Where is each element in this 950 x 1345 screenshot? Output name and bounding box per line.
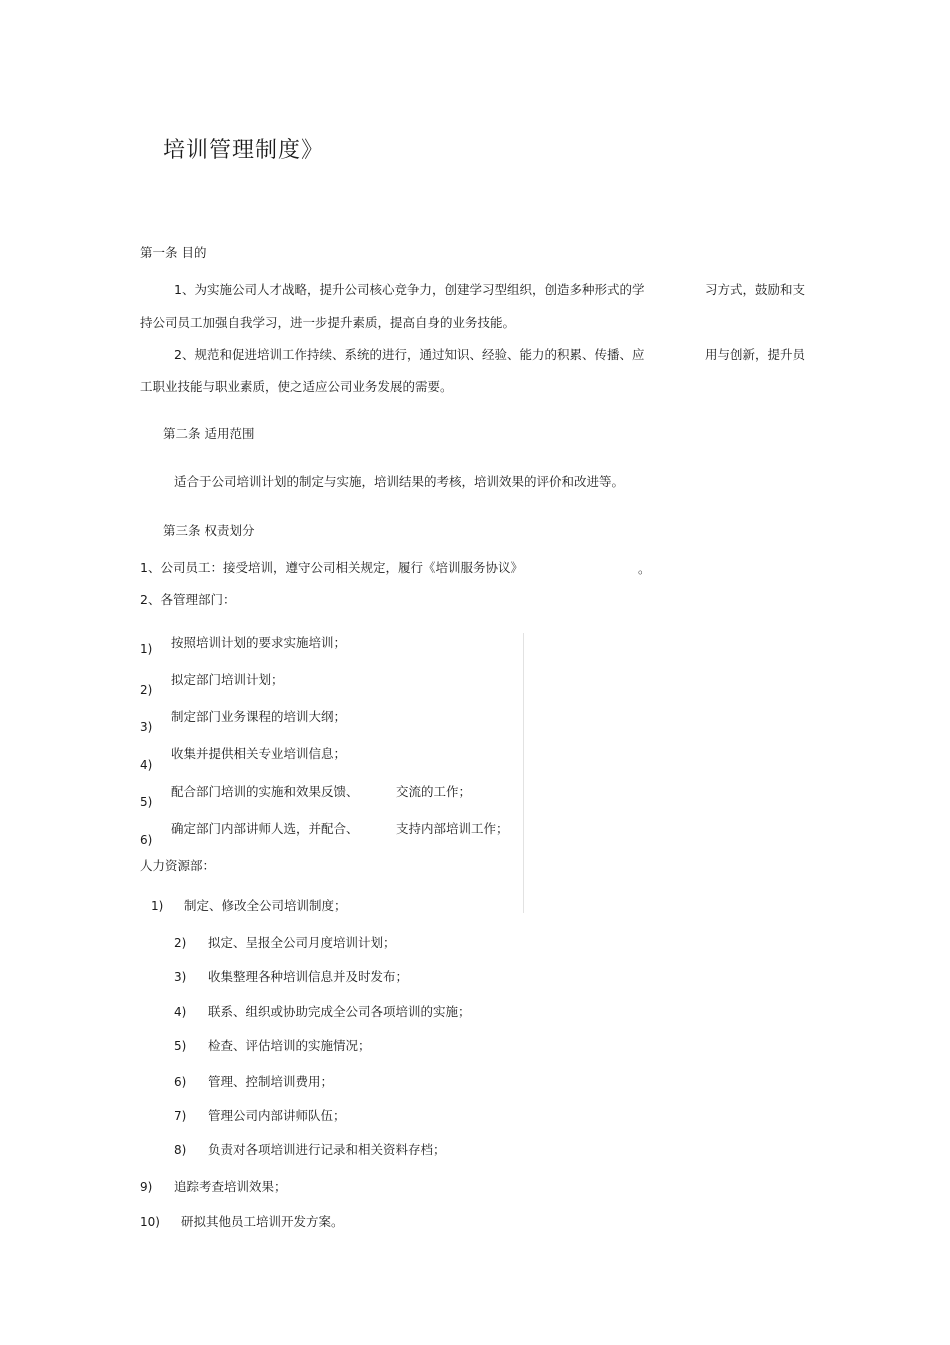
list-item-number: 1): [151, 899, 164, 913]
list-item-text: 联系、组织或协助完成全公司各项培训的实施；: [208, 1004, 471, 1019]
article2-p1: 适合于公司培训计划的制定与实施，培训结果的考核，培训效果的评价和改进等。: [174, 474, 625, 489]
list-item-number: 9): [140, 1180, 153, 1194]
hr-heading: 人力资源部：: [140, 858, 216, 873]
article1-p1-line2: 持公司员工加强自我学习，进一步提升素质，提高自身的业务技能。: [140, 315, 516, 330]
list-item-number: 6): [174, 1075, 187, 1089]
list-item-text: 研拟其他员工培训开发方案。: [181, 1214, 344, 1229]
article3-item1: 1、公司员工：接受培训，遵守公司相关规定，履行《培训服务协议》: [140, 560, 523, 575]
list-item-number: 4): [140, 758, 153, 772]
article1-p1-part1: 1、为实施公司人才战略，提升公司核心竞争力，创建学习型组织，创造多种形式的学: [174, 282, 645, 297]
list-item-number: 6): [140, 833, 153, 847]
list-item-number: 5): [140, 795, 153, 809]
list-item-text: 确定部门内部讲师人选，并配合、: [171, 821, 359, 836]
list-item-text: 收集整理各种培训信息并及时发布；: [208, 969, 409, 984]
list-item-number: 3): [140, 720, 153, 734]
article3-item2-heading: 2、各管理部门：: [140, 592, 236, 607]
list-item-number: 5): [174, 1039, 187, 1053]
list-item-number: 1): [140, 642, 153, 656]
list-item-text-continued: 交流的工作；: [396, 784, 472, 799]
list-item-text: 配合部门培训的实施和效果反馈、: [171, 784, 359, 799]
article2-heading: 第二条 适用范围: [163, 426, 255, 441]
article3-item1-end: 。: [638, 561, 651, 576]
list-item-number: 8): [174, 1143, 187, 1157]
list-item-number: 7): [174, 1109, 187, 1123]
article1-p2-part2: 用与创新，提升员: [705, 347, 806, 362]
column-divider: [523, 633, 524, 913]
list-item-number: 10): [140, 1215, 160, 1229]
list-item-text: 收集并提供相关专业培训信息；: [171, 746, 347, 761]
article1-p2-line2: 工职业技能与职业素质，使之适应公司业务发展的需要。: [140, 379, 453, 394]
list-item-text: 按照培训计划的要求实施培训；: [171, 635, 347, 650]
article1-p2-part1: 2、规范和促进培训工作持续、系统的进行，通过知识、经验、能力的积累、传播、应: [174, 347, 645, 362]
article1-heading: 第一条 目的: [140, 245, 207, 260]
list-item-number: 2): [140, 683, 153, 697]
list-item-text: 拟定部门培训计划；: [171, 672, 284, 687]
list-item-text: 管理公司内部讲师队伍；: [208, 1108, 346, 1123]
article1-p1-part2: 习方式，鼓励和支: [705, 282, 806, 297]
article3-heading: 第三条 权责划分: [163, 523, 255, 538]
list-item-text: 管理、控制培训费用；: [208, 1074, 334, 1089]
list-item-text: 制定、修改全公司培训制度；: [184, 898, 347, 913]
list-item-text: 检查、评估培训的实施情况；: [208, 1038, 371, 1053]
list-item-text: 负责对各项培训进行记录和相关资料存档；: [208, 1142, 446, 1157]
list-item-number: 2): [174, 936, 187, 950]
list-item-text: 追踪考查培训效果；: [174, 1179, 287, 1194]
document-title: 培训管理制度》: [163, 138, 325, 163]
list-item-text: 制定部门业务课程的培训大纲；: [171, 709, 347, 724]
list-item-text-continued: 支持内部培训工作；: [396, 821, 509, 836]
list-item-text: 拟定、呈报全公司月度培训计划；: [208, 935, 396, 950]
list-item-number: 4): [174, 1005, 187, 1019]
list-item-number: 3): [174, 970, 187, 984]
